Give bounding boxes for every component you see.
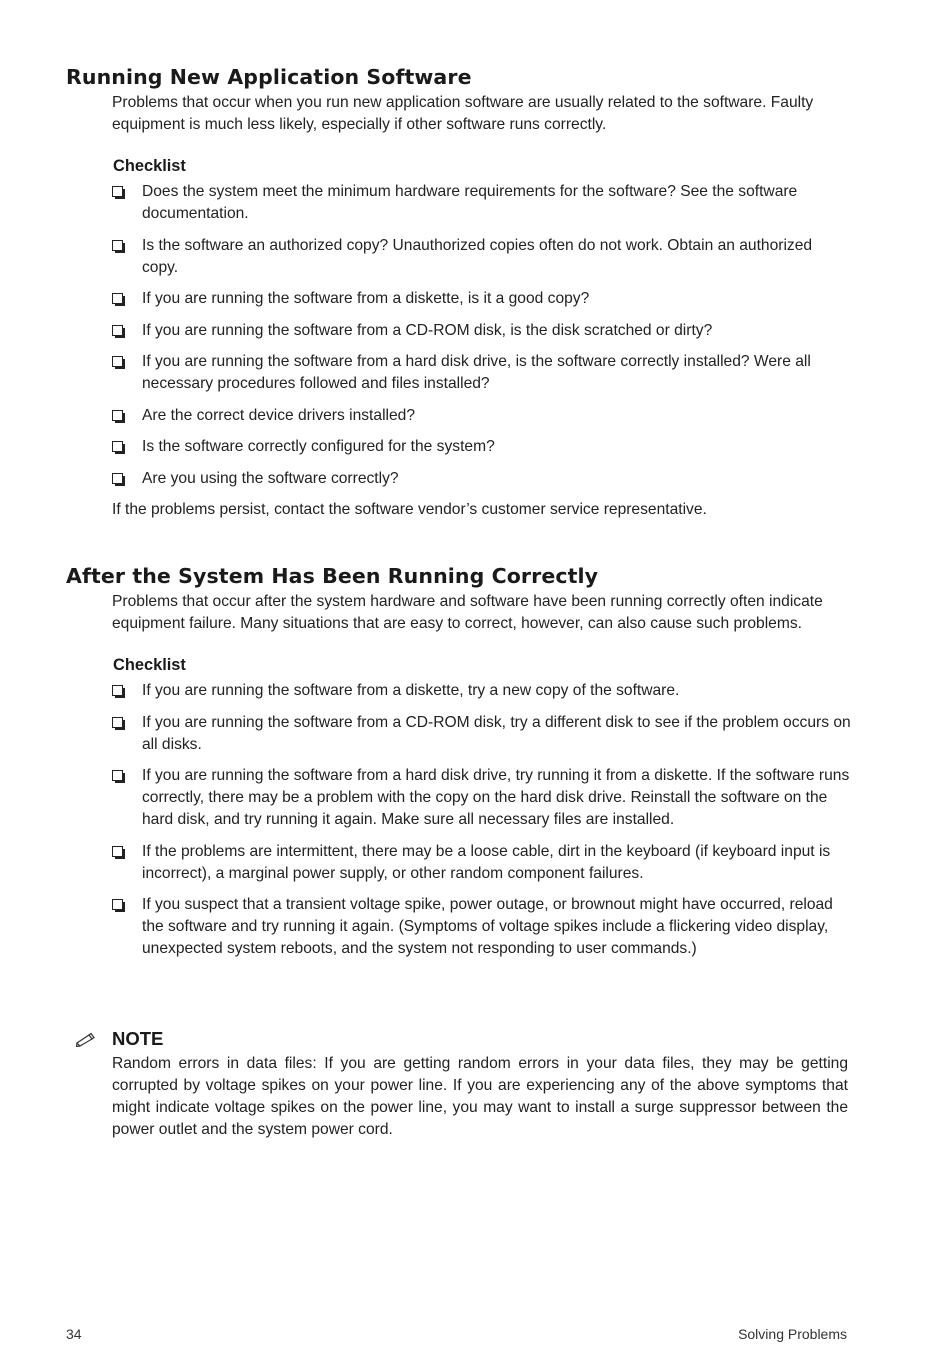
section-running-new-software <box>66 65 866 521</box>
checklist-item <box>112 680 852 702</box>
checklist-item-text: If you are running the software from a hard disk drive, try running it from a diskette. If the software runs correctly, there may be a problem with the copy on the hard disk drive. Reinstall the software on the hard disk, and try running it again. Make sure all necessary files are installed. <box>142 767 850 828</box>
checklist-item-text: If the problems are intermittent, there may be a loose cable, dirt in the keyboard (if keyboard input is incorrect), a marginal power supply, or other random component failures. <box>142 842 831 882</box>
note-text: Random errors in data files: If you are getting random errors in your data files, they may be getting corrupted by voltage spikes on your power line. If you are experiencing any of the above symptoms that might indicate voltage spikes on the power line, you may want to install a surge suppressor between the power outlet and the system power cord. <box>112 1055 848 1138</box>
checklist <box>112 181 852 490</box>
page-number: 34 <box>66 1326 82 1342</box>
checklist-item-text: Is the software correctly configured for the system? <box>142 438 495 455</box>
checkbox-icon <box>112 899 123 910</box>
checkbox-icon <box>112 770 123 781</box>
checklist-item <box>112 181 852 225</box>
checkbox-icon <box>112 441 123 452</box>
pencil-icon <box>76 1031 96 1047</box>
checklist-title: Checklist <box>113 656 186 674</box>
checklist-item <box>112 405 852 427</box>
checklist-item-text: If you are running the software from a CD-ROM disk, is the disk scratched or dirty? <box>142 321 713 339</box>
checklist-item-text: If you are running the software from a diskette, is it a good copy? <box>142 290 590 307</box>
checklist-item-text: Is the software an authorized copy? Unauthorized copies often do not work. Obtain an authorized copy. <box>142 236 813 276</box>
checklist-item <box>112 436 852 458</box>
checkbox-icon <box>112 356 123 367</box>
note-box <box>66 1027 866 1141</box>
checklist-item <box>112 765 852 831</box>
section-after-running-correctly <box>66 564 866 970</box>
checkbox-icon <box>112 293 123 304</box>
section-title: After the System Has Been Running Correctly <box>66 564 599 588</box>
checklist-item-text: Does the system meet the minimum hardware requirements for the software? See the software documentation. <box>142 183 798 222</box>
checklist-item-text: If you suspect that a transient voltage spike, power outage, or brownout might have occurred, reload the software and try running it again. (Symptoms of voltage spikes include a flickering video display, unexpected system reboots, and the system not responding to user commands.) <box>142 896 833 957</box>
chapter-title: Solving Problems <box>738 1326 847 1342</box>
section-intro: Problems that occur when you run new application software are usually related to the software. Faulty equipment is much less likely, especially if other software runs correctly. <box>112 94 814 133</box>
checklist-item <box>112 712 852 756</box>
checkbox-icon <box>112 186 123 197</box>
checklist-item <box>112 320 852 342</box>
checklist-title: Checklist <box>113 157 186 175</box>
section-closing: If the problems persist, contact the software vendor’s customer service representative. <box>112 501 707 518</box>
checklist-item-text: Are you using the software correctly? <box>142 469 399 487</box>
checklist-item <box>112 288 852 310</box>
section-title: Running New Application Software <box>66 65 472 89</box>
checklist-item-text: If you are running the software from a CD-ROM disk, try a different disk to see if the problem occurs on all disks. <box>142 713 851 753</box>
checklist-item <box>112 351 852 395</box>
checklist-item <box>112 894 852 960</box>
checkbox-icon <box>112 410 123 421</box>
checklist-item-text: If you are running the software from a hard disk drive, is the software correctly installed? Were all necessary procedures followed and files installed? <box>142 353 811 392</box>
checklist-item <box>112 235 852 279</box>
checklist <box>112 680 852 960</box>
checklist-item-text: Are the correct device drivers installed? <box>142 406 416 424</box>
checklist-item <box>112 841 852 885</box>
section-intro: Problems that occur after the system hardware and software have been running correctly often indicate equipment failure. Many situations that are easy to correct, however, can also cause such problems. <box>112 593 823 632</box>
checkbox-icon <box>112 473 123 484</box>
checkbox-icon <box>112 325 123 336</box>
checkbox-icon <box>112 240 123 251</box>
checkbox-icon <box>112 685 123 696</box>
checkbox-icon <box>112 717 123 728</box>
checkbox-icon <box>112 846 123 857</box>
checklist-item-text: If you are running the software from a diskette, try a new copy of the software. <box>142 682 680 699</box>
note-title: NOTE <box>112 1028 164 1049</box>
checklist-item <box>112 468 852 490</box>
